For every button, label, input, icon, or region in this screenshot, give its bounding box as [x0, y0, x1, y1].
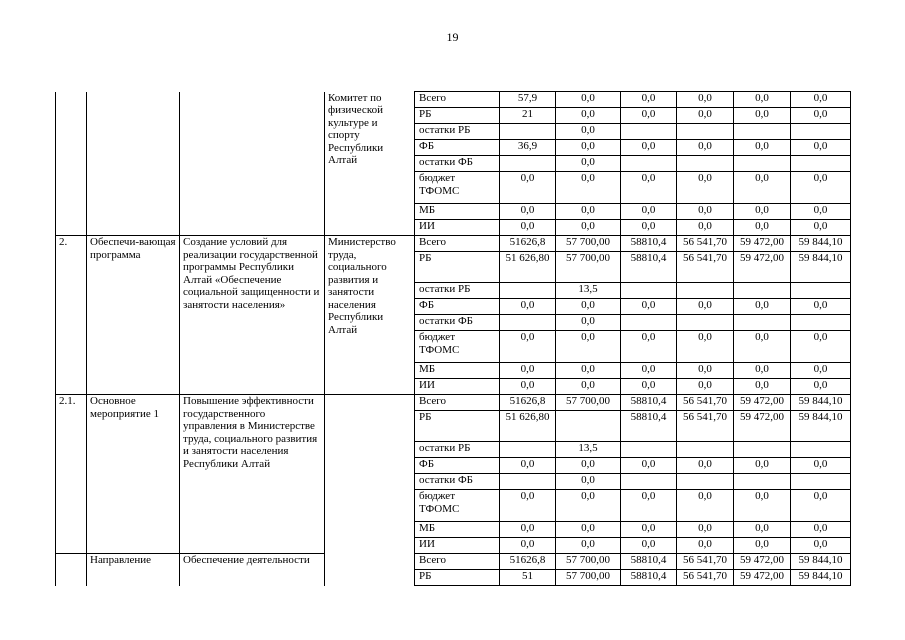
value-cell: 0,0 — [500, 331, 556, 363]
value-cell: 0,0 — [677, 92, 734, 108]
value-cell: 0,0 — [791, 204, 851, 220]
row-number-cell — [56, 554, 87, 586]
value-cell: 0,0 — [791, 490, 851, 522]
funding-source-cell: ФБ — [415, 458, 500, 474]
value-cell: 0,0 — [677, 379, 734, 395]
executor-cell: Комитет по физической культуре и спорту Республики Алтай — [325, 92, 415, 236]
table-row — [56, 395, 851, 411]
value-cell — [677, 442, 734, 458]
value-cell — [791, 124, 851, 140]
value-cell: 51 — [500, 570, 556, 586]
value-cell: 51626,8 — [500, 395, 556, 411]
value-cell: 0,0 — [621, 522, 677, 538]
value-cell: 0,0 — [734, 490, 791, 522]
value-cell: 0,0 — [734, 331, 791, 363]
value-cell: 57 700,00 — [556, 570, 621, 586]
value-cell: 0,0 — [556, 220, 621, 236]
value-cell: 0,0 — [621, 363, 677, 379]
value-cell — [734, 283, 791, 299]
funding-source-cell: ИИ — [415, 379, 500, 395]
funding-source-cell: МБ — [415, 522, 500, 538]
value-cell: 0,0 — [791, 299, 851, 315]
value-cell: 59 844,10 — [791, 570, 851, 586]
value-cell: 58810,4 — [621, 554, 677, 570]
value-cell — [500, 315, 556, 331]
value-cell: 0,0 — [500, 363, 556, 379]
funding-source-cell: остатки РБ — [415, 124, 500, 140]
value-cell: 0,0 — [556, 379, 621, 395]
value-cell: 0,0 — [556, 140, 621, 156]
value-cell: 0,0 — [621, 538, 677, 554]
funding-source-cell: остатки ФБ — [415, 156, 500, 172]
value-cell: 0,0 — [734, 204, 791, 220]
value-cell: 0,0 — [556, 474, 621, 490]
status-cell — [87, 92, 180, 236]
value-cell: 0,0 — [734, 363, 791, 379]
row-number-cell — [56, 92, 87, 236]
funding-source-cell: ИИ — [415, 538, 500, 554]
value-cell: 59 472,00 — [734, 252, 791, 283]
funding-source-cell: Всего — [415, 236, 500, 252]
value-cell: 0,0 — [556, 172, 621, 204]
value-cell — [500, 442, 556, 458]
value-cell: 0,0 — [556, 490, 621, 522]
value-cell: 51 626,80 — [500, 252, 556, 283]
value-cell — [500, 474, 556, 490]
value-cell: 58810,4 — [621, 570, 677, 586]
value-cell: 0,0 — [677, 204, 734, 220]
value-cell: 0,0 — [677, 140, 734, 156]
value-cell — [791, 474, 851, 490]
value-cell — [621, 156, 677, 172]
funding-source-cell: Всего — [415, 92, 500, 108]
value-cell: 56 541,70 — [677, 411, 734, 442]
funding-source-cell: бюджет ТФОМС — [415, 490, 500, 522]
value-cell: 0,0 — [621, 204, 677, 220]
value-cell: 59 472,00 — [734, 554, 791, 570]
value-cell: 51 626,80 — [500, 411, 556, 442]
value-cell: 59 844,10 — [791, 236, 851, 252]
value-cell: 0,0 — [791, 108, 851, 124]
funding-source-cell: бюджет ТФОМС — [415, 331, 500, 363]
value-cell: 0,0 — [556, 124, 621, 140]
value-cell: 58810,4 — [621, 395, 677, 411]
value-cell: 0,0 — [556, 315, 621, 331]
status-cell: Основное мероприятие 1 — [87, 395, 180, 554]
value-cell: 56 541,70 — [677, 395, 734, 411]
value-cell: 0,0 — [556, 204, 621, 220]
value-cell: 0,0 — [677, 172, 734, 204]
value-cell: 0,0 — [556, 108, 621, 124]
value-cell: 51626,8 — [500, 236, 556, 252]
program-name-cell — [180, 92, 325, 236]
program-name-cell: Повышение эффективности государственного управления в Министерстве труда, социального развития и занятости населения Республики Алтай — [180, 395, 325, 554]
value-cell: 0,0 — [621, 331, 677, 363]
value-cell: 57 700,00 — [556, 252, 621, 283]
value-cell: 0,0 — [621, 299, 677, 315]
value-cell: 0,0 — [677, 363, 734, 379]
value-cell: 56 541,70 — [677, 570, 734, 586]
funding-source-cell: бюджет ТФОМС — [415, 172, 500, 204]
value-cell: 57 700,00 — [556, 395, 621, 411]
value-cell: 0,0 — [621, 220, 677, 236]
program-name-cell: Создание условий для реализации государственной программы Республики Алтай «Обеспечение социальной защищенности и занятости населения» — [180, 236, 325, 395]
value-cell: 0,0 — [791, 140, 851, 156]
value-cell — [621, 442, 677, 458]
funding-source-cell: остатки ФБ — [415, 315, 500, 331]
value-cell: 59 844,10 — [791, 411, 851, 442]
value-cell — [677, 315, 734, 331]
value-cell: 0,0 — [500, 458, 556, 474]
value-cell: 58810,4 — [621, 252, 677, 283]
value-cell: 57 700,00 — [556, 554, 621, 570]
value-cell: 0,0 — [556, 363, 621, 379]
value-cell — [621, 315, 677, 331]
value-cell: 21 — [500, 108, 556, 124]
value-cell: 56 541,70 — [677, 252, 734, 283]
table-row — [56, 236, 851, 252]
value-cell — [734, 156, 791, 172]
executor-cell: Министерство труда, социального развития и занятости населения Республики Алтай — [325, 236, 415, 395]
value-cell: 0,0 — [556, 538, 621, 554]
value-cell: 0,0 — [734, 538, 791, 554]
value-cell: 0,0 — [734, 172, 791, 204]
value-cell: 51626,8 — [500, 554, 556, 570]
value-cell: 0,0 — [734, 140, 791, 156]
value-cell: 59 472,00 — [734, 570, 791, 586]
funding-source-cell: МБ — [415, 363, 500, 379]
value-cell: 0,0 — [621, 108, 677, 124]
value-cell — [621, 474, 677, 490]
value-cell: 0,0 — [791, 220, 851, 236]
table-row — [56, 554, 851, 570]
value-cell: 0,0 — [791, 331, 851, 363]
value-cell: 13,5 — [556, 442, 621, 458]
value-cell: 0,0 — [500, 172, 556, 204]
value-cell: 0,0 — [791, 172, 851, 204]
value-cell: 0,0 — [677, 331, 734, 363]
value-cell: 0,0 — [677, 108, 734, 124]
status-cell: Направление — [87, 554, 180, 586]
value-cell: 56 541,70 — [677, 236, 734, 252]
value-cell: 58810,4 — [621, 236, 677, 252]
value-cell: 0,0 — [734, 379, 791, 395]
funding-source-cell: остатки РБ — [415, 283, 500, 299]
value-cell: 0,0 — [621, 172, 677, 204]
value-cell: 0,0 — [500, 538, 556, 554]
value-cell: 0,0 — [734, 220, 791, 236]
value-cell: 0,0 — [677, 220, 734, 236]
value-cell — [500, 124, 556, 140]
value-cell: 59 844,10 — [791, 554, 851, 570]
status-cell: Обеспечи-вающая программа — [87, 236, 180, 395]
funding-source-cell: Всего — [415, 554, 500, 570]
value-cell: 0,0 — [556, 522, 621, 538]
value-cell: 0,0 — [556, 331, 621, 363]
value-cell: 0,0 — [621, 458, 677, 474]
value-cell: 0,0 — [621, 140, 677, 156]
value-cell: 0,0 — [791, 92, 851, 108]
funding-source-cell: остатки РБ — [415, 442, 500, 458]
value-cell: 0,0 — [621, 490, 677, 522]
value-cell: 0,0 — [556, 299, 621, 315]
value-cell: 36,9 — [500, 140, 556, 156]
value-cell — [791, 315, 851, 331]
funding-table — [55, 91, 851, 586]
funding-source-cell: РБ — [415, 411, 500, 442]
value-cell: 56 541,70 — [677, 554, 734, 570]
value-cell: 57 700,00 — [556, 236, 621, 252]
value-cell — [734, 124, 791, 140]
value-cell: 0,0 — [500, 379, 556, 395]
value-cell: 0,0 — [734, 522, 791, 538]
value-cell: 59 472,00 — [734, 236, 791, 252]
funding-source-cell: РБ — [415, 252, 500, 283]
funding-source-cell: РБ — [415, 108, 500, 124]
executor-cell — [325, 395, 415, 554]
value-cell — [791, 442, 851, 458]
value-cell — [621, 283, 677, 299]
value-cell: 0,0 — [500, 204, 556, 220]
value-cell: 0,0 — [500, 490, 556, 522]
funding-source-cell: РБ — [415, 570, 500, 586]
value-cell: 0,0 — [791, 538, 851, 554]
value-cell — [500, 156, 556, 172]
value-cell: 0,0 — [677, 490, 734, 522]
value-cell: 13,5 — [556, 283, 621, 299]
funding-table-body — [56, 92, 851, 586]
value-cell: 59 472,00 — [734, 411, 791, 442]
funding-source-cell: ИИ — [415, 220, 500, 236]
funding-source-cell: ФБ — [415, 140, 500, 156]
value-cell: 0,0 — [791, 522, 851, 538]
value-cell: 0,0 — [677, 538, 734, 554]
value-cell: 0,0 — [621, 379, 677, 395]
value-cell: 0,0 — [734, 458, 791, 474]
value-cell — [621, 124, 677, 140]
value-cell — [734, 315, 791, 331]
value-cell: 0,0 — [791, 458, 851, 474]
value-cell: 0,0 — [734, 92, 791, 108]
funding-source-cell: Всего — [415, 395, 500, 411]
value-cell — [677, 156, 734, 172]
value-cell — [734, 474, 791, 490]
funding-source-cell: ФБ — [415, 299, 500, 315]
value-cell: 0,0 — [734, 299, 791, 315]
value-cell: 58810,4 — [621, 411, 677, 442]
value-cell: 0,0 — [677, 299, 734, 315]
executor-cell — [325, 554, 415, 586]
value-cell: 0,0 — [734, 108, 791, 124]
value-cell: 59 472,00 — [734, 395, 791, 411]
value-cell: 0,0 — [677, 522, 734, 538]
value-cell: 59 844,10 — [791, 252, 851, 283]
value-cell: 59 844,10 — [791, 395, 851, 411]
value-cell — [677, 474, 734, 490]
funding-source-cell: МБ — [415, 204, 500, 220]
value-cell — [677, 124, 734, 140]
page-number: 19 — [446, 30, 459, 44]
value-cell: 0,0 — [556, 458, 621, 474]
value-cell — [677, 283, 734, 299]
value-cell — [500, 283, 556, 299]
value-cell: 57,9 — [500, 92, 556, 108]
value-cell — [556, 411, 621, 442]
value-cell: 0,0 — [500, 220, 556, 236]
value-cell: 0,0 — [791, 363, 851, 379]
value-cell: 0,0 — [677, 458, 734, 474]
row-number-cell: 2. — [56, 236, 87, 395]
value-cell: 0,0 — [556, 156, 621, 172]
row-number-cell: 2.1. — [56, 395, 87, 554]
value-cell: 0,0 — [500, 522, 556, 538]
value-cell — [734, 442, 791, 458]
value-cell: 0,0 — [500, 299, 556, 315]
value-cell: 0,0 — [621, 92, 677, 108]
value-cell: 0,0 — [556, 92, 621, 108]
table-row — [56, 92, 851, 108]
value-cell: 0,0 — [791, 379, 851, 395]
value-cell — [791, 156, 851, 172]
program-name-cell: Обеспечение деятельности — [180, 554, 325, 586]
funding-source-cell: остатки ФБ — [415, 474, 500, 490]
value-cell — [791, 283, 851, 299]
